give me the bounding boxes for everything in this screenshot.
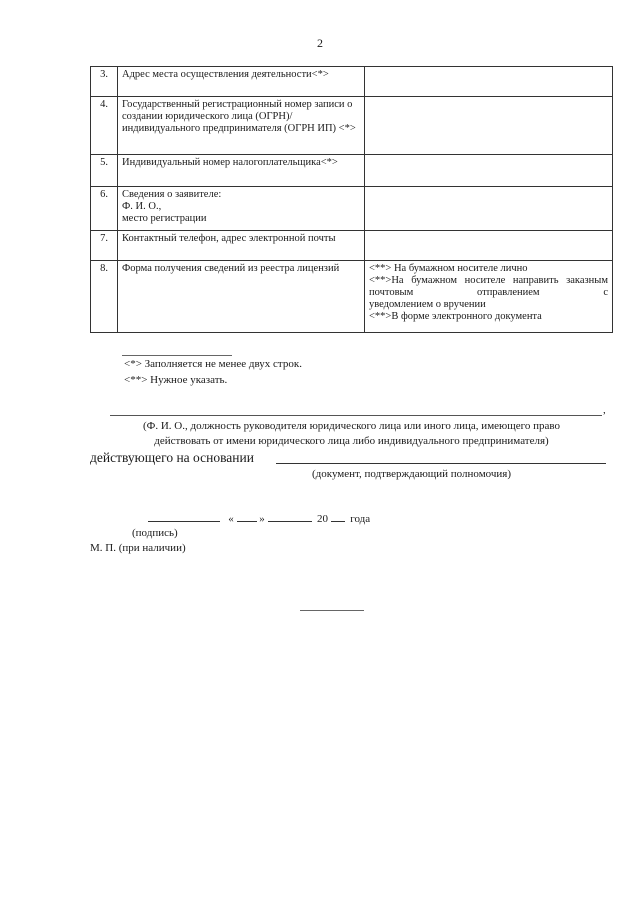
- row-number: 7.: [91, 231, 118, 261]
- page-number: 2: [317, 36, 323, 50]
- row-number: 5.: [91, 155, 118, 187]
- date-quote-close: »: [259, 513, 265, 525]
- basis-document-field[interactable]: [276, 463, 606, 464]
- year-field[interactable]: [331, 511, 345, 522]
- option-electronic[interactable]: <**>В форме электронного документа: [369, 311, 542, 322]
- footnote-2: <**> Нужное указать.: [124, 374, 228, 386]
- basis-label: действующего на основании: [90, 450, 254, 465]
- row-number: 8.: [91, 261, 118, 333]
- receipt-options: [365, 261, 613, 333]
- application-table: [90, 66, 613, 333]
- row-label: Контактный телефон, адрес электронной почты: [118, 231, 365, 261]
- comma: ,: [603, 404, 606, 416]
- year-prefix: 20: [317, 513, 328, 525]
- end-divider: [300, 610, 364, 611]
- row-label: [118, 187, 365, 231]
- signature-date-row: [148, 511, 370, 525]
- table-row: [91, 67, 613, 97]
- row-label: Адрес места осуществления деятельности<*>: [118, 67, 365, 97]
- row-number: 4.: [91, 97, 118, 155]
- row-value-field[interactable]: [365, 67, 613, 97]
- month-field[interactable]: [268, 511, 312, 522]
- date-quote-open: «: [228, 513, 234, 525]
- table-row: [91, 97, 613, 155]
- footnote-1: <*> Заполняется не менее двух строк.: [124, 358, 302, 370]
- stamp-note: М. П. (при наличии): [90, 542, 186, 554]
- signature-caption: (подпись): [132, 527, 178, 539]
- table-row: [91, 187, 613, 231]
- option-paper-by-mail[interactable]: <**>На бумажном носителе направить заказным почтовым отправлением с: [369, 275, 608, 298]
- row-label: Форма получения сведений из реестра лицензий: [118, 261, 365, 333]
- row-label: Индивидуальный номер налогоплательщика<*>: [118, 155, 365, 187]
- table-row: [91, 261, 613, 333]
- footnote-divider: [122, 355, 232, 356]
- table-row: [91, 155, 613, 187]
- basis-caption: (документ, подтверждающий полномочия): [312, 468, 512, 480]
- row-value-field[interactable]: [365, 231, 613, 261]
- name-position-caption-line1: (Ф. И. О., должность руководителя юридического лица или иного лица, имеющего право: [143, 420, 560, 432]
- year-suffix: года: [350, 513, 371, 525]
- row-value-field[interactable]: [365, 187, 613, 231]
- name-position-field[interactable]: [110, 415, 602, 416]
- applicant-fio-label: Ф. И. О.,: [122, 201, 162, 212]
- row-value-field[interactable]: [365, 97, 613, 155]
- row-number: 6.: [91, 187, 118, 231]
- day-field[interactable]: [237, 511, 257, 522]
- option-paper-in-person[interactable]: <**> На бумажном носителе лично: [369, 263, 528, 274]
- applicant-registration-label: место регистрации: [122, 213, 207, 224]
- applicant-info-heading: Сведения о заявителе:: [122, 189, 222, 200]
- signature-field[interactable]: [148, 511, 220, 522]
- name-position-caption-line2: действовать от имени юридического лица либо индивидуального предпринимателя): [154, 435, 549, 447]
- table-row: [91, 231, 613, 261]
- option-paper-by-mail-continued: уведомлением о вручении: [369, 299, 486, 310]
- row-number: 3.: [91, 67, 118, 97]
- row-label: Государственный регистрационный номер записи о создании юридического лица (ОГРН)/индивидуального предпринимателя (ОГРН ИП) <*>: [118, 97, 365, 155]
- row-value-field[interactable]: [365, 155, 613, 187]
